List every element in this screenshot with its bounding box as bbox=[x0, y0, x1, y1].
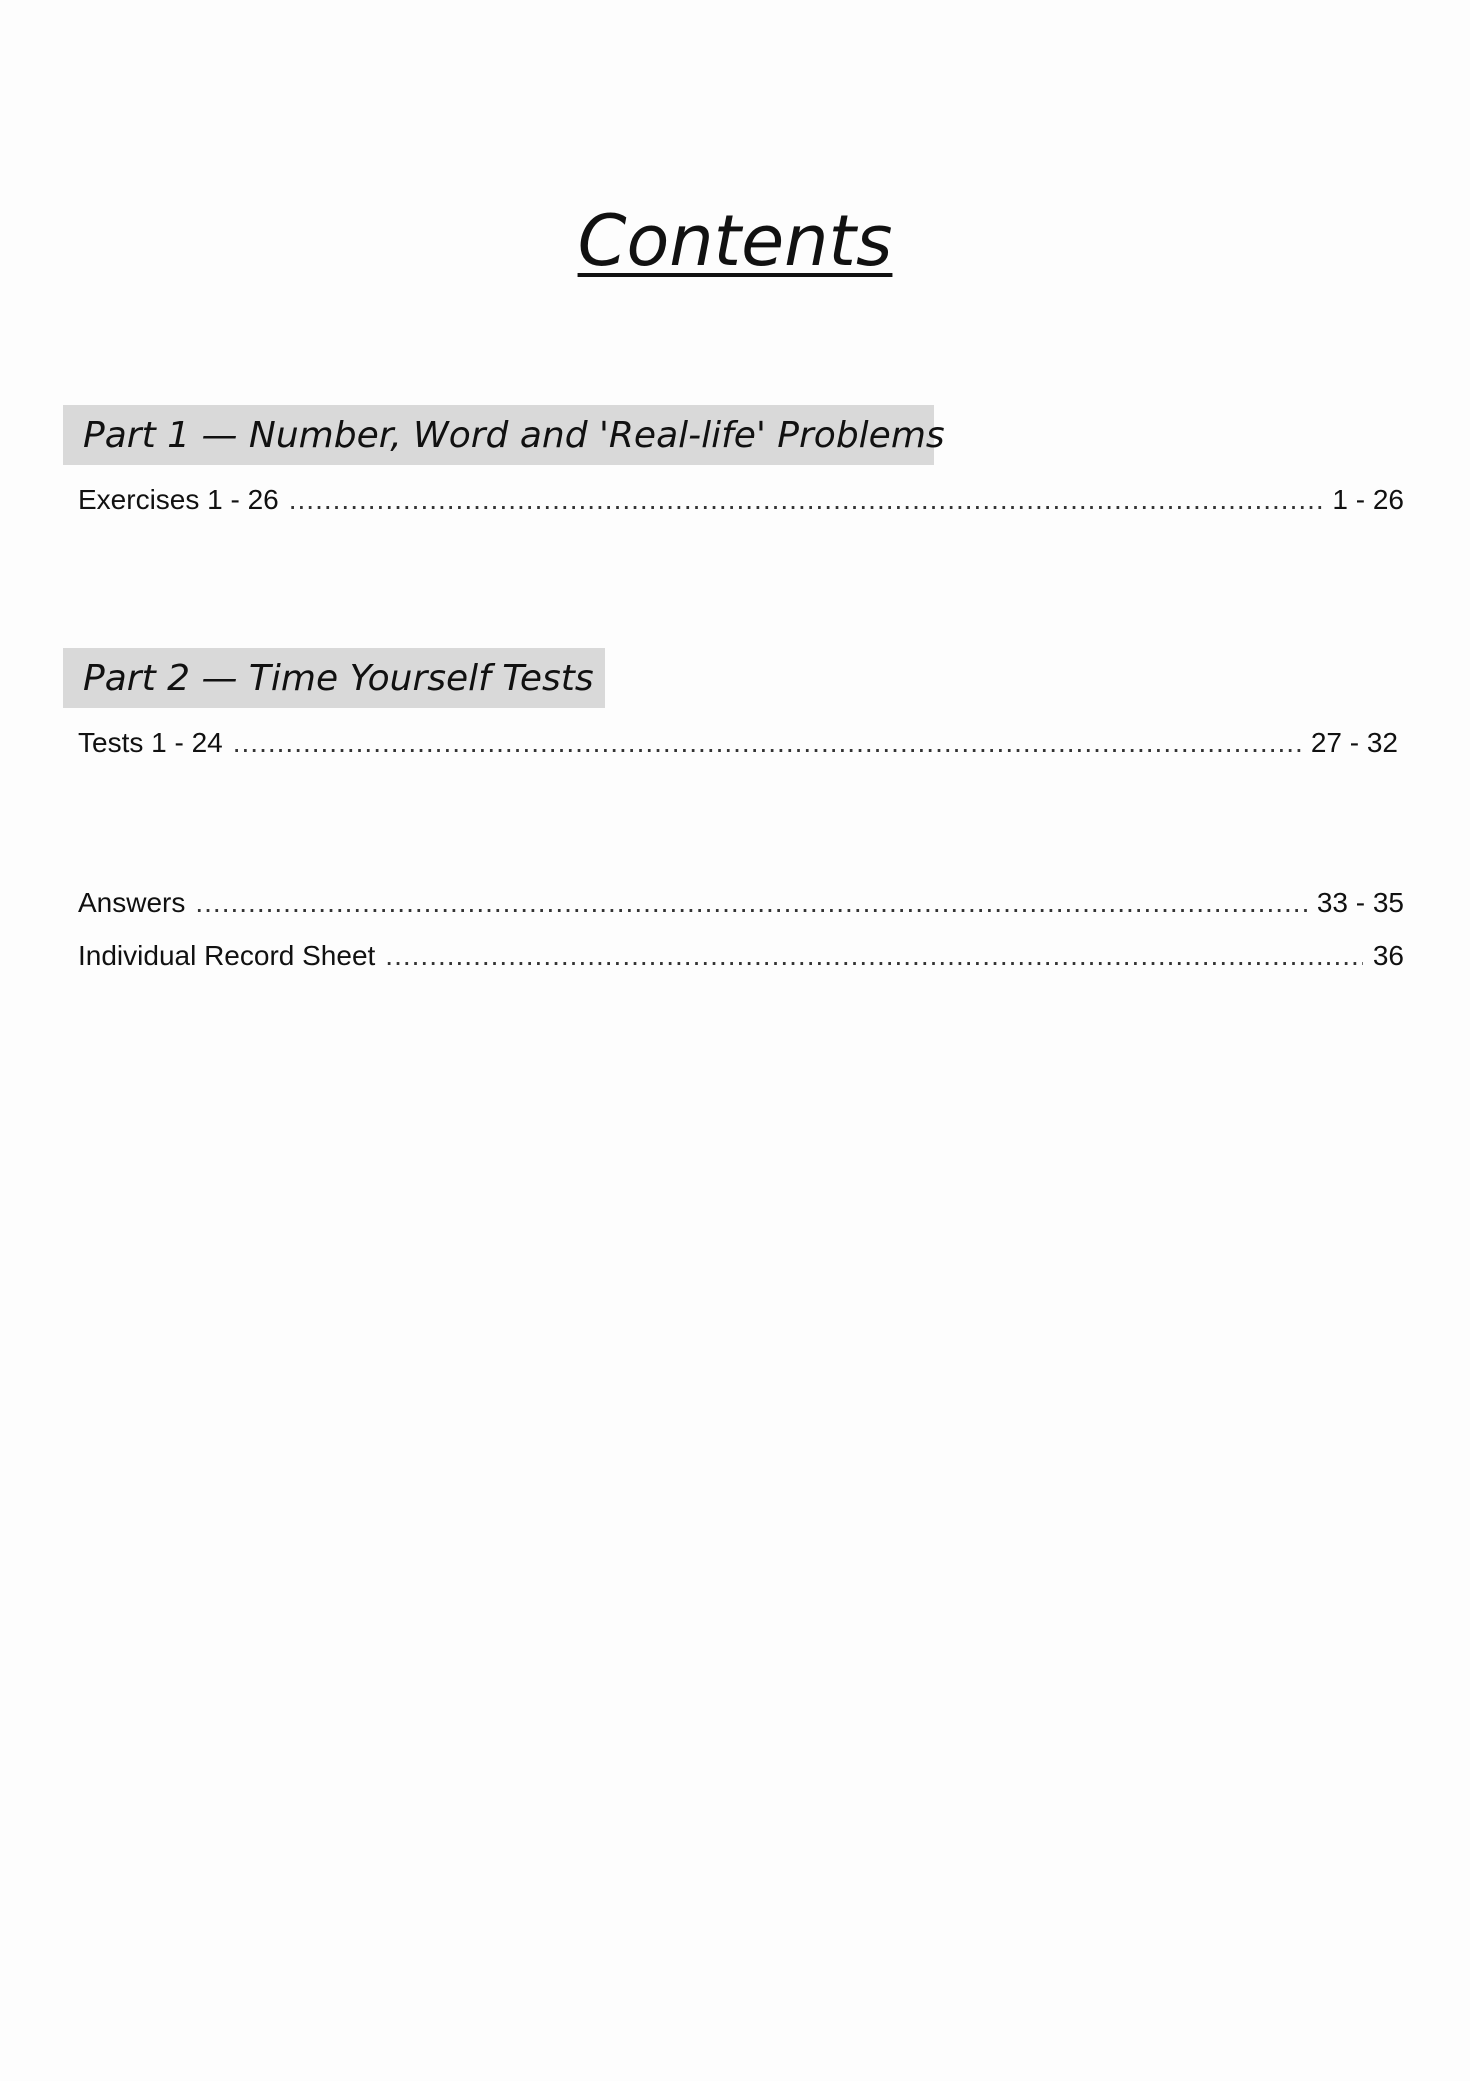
toc-entry-tests[interactable] bbox=[78, 725, 1398, 761]
toc-entry-label: Answers bbox=[78, 887, 186, 918]
toc-entry-label: Exercises 1 - 26 bbox=[78, 484, 279, 515]
toc-entry-pages: 1 - 26 bbox=[1332, 484, 1404, 515]
dot-leader bbox=[195, 885, 1306, 921]
toc-entry-label: Tests 1 - 24 bbox=[78, 727, 223, 758]
toc-entry-pages: 27 - 32 bbox=[1310, 727, 1398, 758]
dot-leader bbox=[385, 938, 1363, 974]
dot-leader bbox=[233, 725, 1301, 761]
part-1-heading: Part 1 — Number, Word and 'Real-life' Problems bbox=[63, 405, 934, 465]
page-title-text: Contents bbox=[577, 200, 893, 282]
part-2-heading: Part 2 — Time Yourself Tests bbox=[63, 648, 605, 708]
toc-entry-exercises[interactable] bbox=[78, 482, 1404, 518]
toc-entry-answers[interactable] bbox=[78, 885, 1404, 921]
dot-leader bbox=[289, 482, 1323, 518]
page-title bbox=[0, 196, 1470, 286]
toc-entry-pages: 36 bbox=[1372, 940, 1404, 971]
toc-entry-record-sheet[interactable] bbox=[78, 938, 1404, 974]
toc-entry-pages: 33 - 35 bbox=[1316, 887, 1404, 918]
toc-entry-label: Individual Record Sheet bbox=[78, 940, 376, 971]
